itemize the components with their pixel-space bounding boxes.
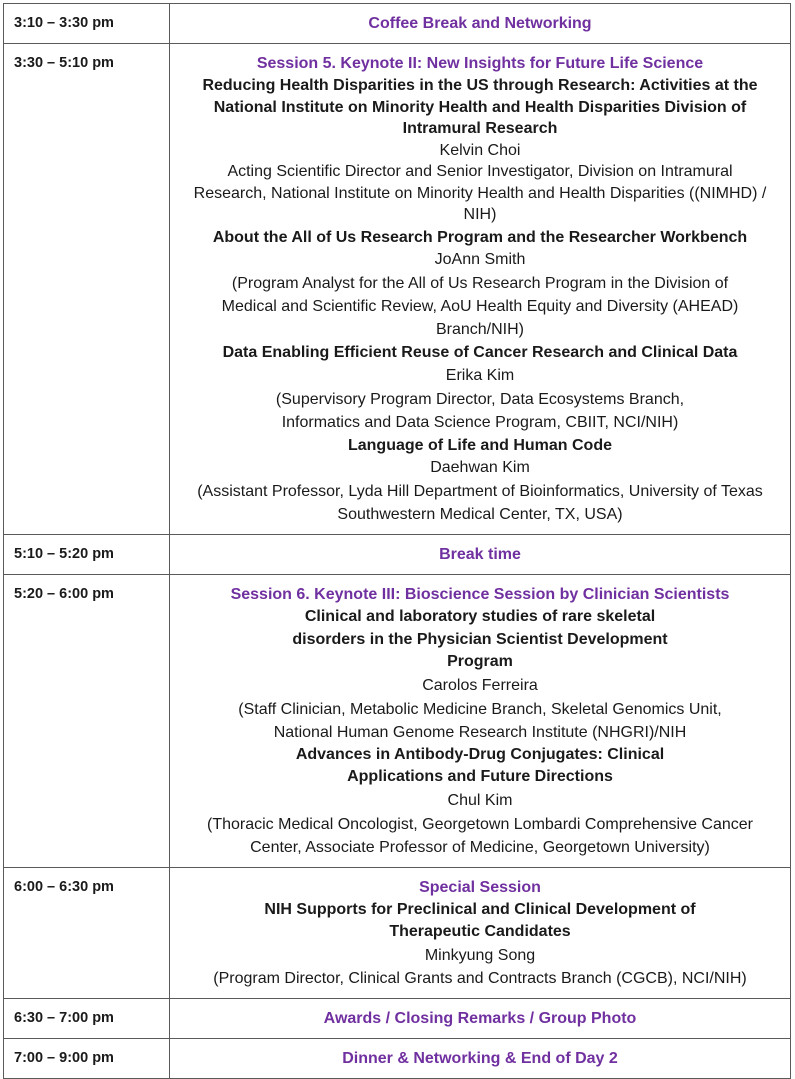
- schedule-row: [4, 4, 791, 44]
- speaker-name: Kelvin Choi: [439, 141, 521, 159]
- talk-title: Clinical and laboratory studies of rare skeletal disorders in the Physician Scientist Development Program: [292, 608, 668, 670]
- time-slot: 3:30 – 5:10 pm: [4, 44, 170, 535]
- schedule-row: [4, 1038, 791, 1078]
- session-cell: [170, 1038, 791, 1078]
- schedule-row: [4, 44, 791, 535]
- speaker-affiliation: (Staff Clinician, Metabolic Medicine Branch, Skeletal Genomics Unit, National Human Genome Research Institute (NHGRI)/NIH: [238, 700, 722, 741]
- schedule-table: [3, 3, 791, 1079]
- speaker-affiliation: Acting Scientific Director and Senior Investigator, Division on Intramural Research, National Institute on Minority Health and Health Disparities ((NIMHD) / NIH): [193, 163, 767, 223]
- talk-title: Data Enabling Efficient Reuse of Cancer Research and Clinical Data: [222, 344, 738, 361]
- session-heading: Coffee Break and Networking: [368, 15, 592, 32]
- speaker-name: Carolos Ferreira: [422, 676, 538, 694]
- session-cell: [170, 44, 791, 535]
- session-cell: [170, 4, 791, 44]
- speaker-name: Minkyung Song: [424, 946, 536, 964]
- talk-title: NIH Supports for Preclinical and Clinical Development of Therapeutic Candidates: [264, 900, 696, 940]
- speaker-name: JoAnn Smith: [434, 251, 526, 268]
- speaker-affiliation: (Thoracic Medical Oncologist, Georgetown Lombardi Comprehensive Cancer Center, Associate Professor of Medicine, Georgetown University): [206, 815, 754, 856]
- session-heading: Special Session: [419, 878, 541, 896]
- schedule-row: [4, 575, 791, 868]
- session-heading: Session 6. Keynote III: Bioscience Session by Clinician Scientists: [230, 586, 730, 603]
- time-slot: 6:00 – 6:30 pm: [4, 867, 170, 998]
- speaker-name: Daehwan Kim: [430, 459, 530, 476]
- talk-title: Reducing Health Disparities in the US through Research: Activities at the National Institute on Minority Health and Health Disparities Division of Intramural Research: [202, 77, 758, 137]
- talk-title: Advances in Antibody-Drug Conjugates: Clinical Applications and Future Directions: [295, 745, 665, 785]
- time-slot: 5:10 – 5:20 pm: [4, 535, 170, 575]
- session-heading: Session 5. Keynote II: New Insights for Future Life Science: [256, 55, 704, 72]
- session-cell: [170, 867, 791, 998]
- speaker-affiliation: (Assistant Professor, Lyda Hill Department of Bioinformatics, University of Texas Southwestern Medical Center, TX, USA): [197, 483, 763, 523]
- schedule-row: [4, 867, 791, 998]
- speaker-affiliation: (Program Director, Clinical Grants and Contracts Branch (CGCB), NCI/NIH): [213, 969, 747, 987]
- talk-title: About the All of Us Research Program and the Researcher Workbench: [212, 228, 748, 246]
- session-cell: [170, 998, 791, 1038]
- talk-title: Language of Life and Human Code: [347, 436, 612, 454]
- session-heading: Break time: [439, 546, 521, 563]
- speaker-affiliation: (Supervisory Program Director, Data Ecosystems Branch, Informatics and Data Science Program, CBIIT, NCI/NIH): [275, 390, 685, 431]
- session-heading: Dinner & Networking & End of Day 2: [342, 1049, 618, 1067]
- speaker-affiliation: (Program Analyst for the All of Us Research Program in the Division of Medical and Scientific Review, AoU Health Equity and Diversity (AHEAD) Branch/NIH): [221, 275, 739, 338]
- session-cell: [170, 575, 791, 868]
- session-cell: [170, 535, 791, 575]
- time-slot: 6:30 – 7:00 pm: [4, 998, 170, 1038]
- schedule-row: [4, 535, 791, 575]
- schedule-row: [4, 998, 791, 1038]
- speaker-name: Erika Kim: [445, 366, 515, 384]
- time-slot: 7:00 – 9:00 pm: [4, 1038, 170, 1078]
- session-heading: Awards / Closing Remarks / Group Photo: [323, 1009, 637, 1027]
- speaker-name: Chul Kim: [447, 791, 513, 809]
- time-slot: 5:20 – 6:00 pm: [4, 575, 170, 868]
- time-slot: 3:10 – 3:30 pm: [4, 4, 170, 44]
